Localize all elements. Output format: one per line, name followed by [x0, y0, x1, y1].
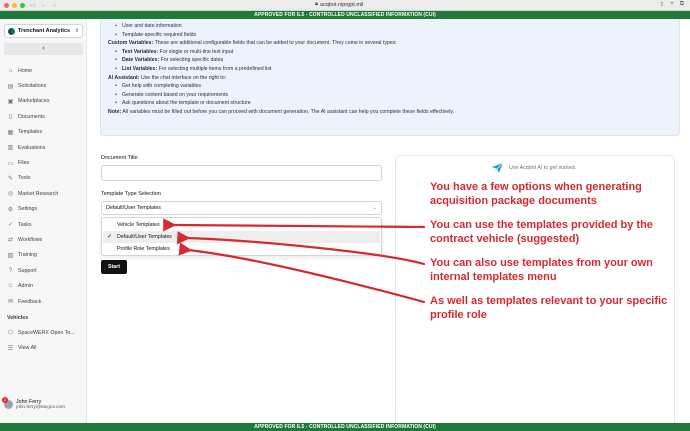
sidebar [0, 19, 87, 423]
template-icon: ▦ [7, 129, 14, 136]
sidebar-item-label: Solicitations [18, 83, 47, 90]
sidebar-item-label: Tasks [18, 221, 32, 228]
sidebar-item-label: Tools [18, 175, 31, 182]
info-bullet: • User and date information [108, 22, 672, 31]
template-type-dropdown [101, 217, 382, 256]
org-name: Trenchant Analytics [18, 28, 71, 34]
sidebar-toggle-icon[interactable]: ▭ [30, 2, 36, 9]
document-title-input[interactable] [101, 165, 382, 181]
annotation-vehicle-templates: You can use the templates provided by the contract vehicle (suggested) [430, 219, 653, 245]
sidebar-item-label: Files [18, 160, 30, 167]
sidebar-item-label: Marketplaces [18, 98, 50, 105]
url-text: acqbot.niprgpt.mil [319, 1, 364, 8]
sidebar-item-label: Workflows [18, 236, 43, 243]
info-bullet: • Template-specific required fields [108, 31, 672, 40]
sidebar-item-marketplaces[interactable] [0, 94, 87, 109]
tabs-overview-icon[interactable]: ⧉ [679, 1, 684, 7]
option-profile-role-templates[interactable]: Profile Role Templates [117, 246, 170, 252]
sidebar-item-label: Evaluations [18, 144, 46, 151]
user-profile[interactable] [4, 399, 65, 410]
minimize-window-button[interactable] [12, 3, 17, 8]
chevron-updown-icon: ⇕ [74, 28, 79, 34]
sidebar-item-label: Support [18, 267, 37, 274]
variable-type-item: • Date Variables: For selecting specific dates [108, 56, 672, 65]
vehicle-icon: ⬡ [7, 330, 14, 337]
user-name: John Ferry [16, 399, 42, 405]
sidebar-item-label: Market Research [18, 190, 59, 197]
start-button[interactable]: Start [101, 260, 127, 274]
help-icon: ? [8, 267, 13, 274]
option-vehicle-templates[interactable]: Vehicle Templates [117, 222, 160, 228]
feedback-icon: ✉ [7, 299, 14, 306]
sidebar-item-admin[interactable] [0, 278, 87, 293]
sidebar-item-label: Home [18, 67, 33, 74]
variable-type-item: • Text Variables: For single or multi-line text input [108, 48, 672, 57]
classification-banner-top: APPROVED FOR IL5 - CONTROLLED UNCLASSIFIED INFORMATION (CUI) [0, 11, 690, 19]
sidebar-item-label: Documents [18, 113, 45, 120]
template-type-value: Default/User Templates [106, 205, 161, 211]
collapse-sidebar-button[interactable]: ‹ [4, 43, 83, 55]
template-type-label: Template Type Selection [101, 191, 161, 197]
annotation-profile-templates: As well as templates relevant to your specific profile role [430, 295, 668, 321]
sidebar-item-documents[interactable] [0, 109, 87, 124]
sidebar-item-label: Settings [18, 206, 38, 213]
custom-variables-paragraph: Custom Variables: These are additional configurable fields that can be added to your document. They come in several types: [108, 40, 397, 47]
option-default-user-templates[interactable]: ✓ Default/User Templates [103, 231, 380, 243]
assistant-paragraph: AI Assistant: Use the chat interface on the right to: [108, 74, 227, 81]
browser-toolbar [0, 0, 690, 11]
instructions-panel [100, 19, 680, 136]
maximize-window-button[interactable] [20, 3, 25, 8]
sidebar-item-home[interactable] [0, 63, 87, 78]
sidebar-item-training[interactable] [0, 248, 87, 263]
check-icon: ✓ [107, 234, 113, 240]
sidebar-item-evaluations[interactable] [0, 140, 87, 155]
assistant-bullet: • Generate content based on your requirements [108, 91, 672, 100]
store-icon: ▣ [7, 98, 14, 105]
sidebar-item-label: SpaceWERX Open To... [18, 329, 75, 336]
window-controls [4, 3, 25, 8]
assistant-bullet: • Ask questions about the template or document structure [108, 99, 672, 108]
assistant-bullet: • Get help with completing variables [108, 82, 672, 91]
chevron-updown-icon: ⌄ [372, 205, 377, 211]
sidebar-item-templates[interactable] [0, 125, 87, 140]
annotation-options: You have a few options when generating acquisition package documents [430, 181, 642, 207]
sidebar-item-label: View All [18, 345, 37, 352]
sidebar-item-support[interactable] [0, 263, 87, 278]
workflow-icon: ⇄ [7, 237, 14, 244]
clipboard-icon: ▥ [7, 145, 14, 152]
user-email: john.ferry@tacgov.com [16, 405, 66, 410]
ai-empty-state [492, 163, 576, 173]
document-title-label: Document Title [101, 155, 138, 161]
ai-hint-text: Use Acqbot AI to get started. [509, 165, 577, 171]
sidebar-item-label: Feedback [18, 298, 42, 305]
check-icon: ✓ [7, 222, 14, 229]
wrench-icon: ✎ [7, 175, 14, 182]
vehicles-heading: Vehicles [7, 315, 29, 322]
gear-icon: ⚙ [7, 206, 14, 213]
back-arrow-icon[interactable]: ← [40, 2, 47, 8]
sidebar-item-files[interactable] [0, 155, 87, 170]
folder-icon: ▭ [7, 160, 14, 167]
close-window-button[interactable] [4, 3, 9, 8]
new-tab-icon[interactable]: + [670, 1, 674, 7]
avatar [3, 397, 13, 409]
view-all-vehicles-link[interactable] [0, 341, 87, 356]
org-logo-icon [8, 28, 15, 35]
sidebar-item-tools[interactable] [0, 171, 87, 186]
document-icon: ▤ [7, 83, 14, 90]
forward-arrow-icon[interactable]: → [51, 2, 58, 8]
sidebar-item-label: Training [18, 252, 37, 259]
book-icon: ▧ [7, 252, 14, 259]
sidebar-item-solicitations[interactable] [0, 78, 87, 93]
sidebar-item-market-research[interactable] [0, 186, 87, 201]
classification-banner-bottom: APPROVED FOR IL5 - CONTROLLED UNCLASSIFIED INFORMATION (CUI) [0, 423, 690, 431]
sidebar-item-label: Templates [18, 129, 43, 136]
vehicle-item[interactable] [0, 325, 87, 340]
file-icon: ▯ [8, 114, 13, 121]
sidebar-item-settings[interactable] [0, 202, 87, 217]
sidebar-item-feedback[interactable] [0, 294, 87, 309]
org-switcher[interactable] [4, 24, 83, 38]
share-icon[interactable]: ⇪ [659, 2, 665, 8]
sidebar-item-tasks[interactable] [0, 217, 87, 232]
list-icon: ☰ [7, 345, 14, 352]
sidebar-nav [0, 63, 87, 356]
home-icon: ⌂ [8, 67, 13, 74]
variable-type-item: • List Variables: For selecting multiple items from a predefined list [108, 65, 672, 74]
annotation-internal-templates: You can also use templates from your own internal templates menu [430, 257, 653, 283]
paper-plane-icon [492, 163, 503, 173]
user-icon: ☺ [7, 283, 14, 290]
notification-badge: 2 [3, 397, 7, 402]
globe-icon: ◎ [7, 191, 14, 198]
sidebar-item-label: Admin [18, 283, 34, 290]
lock-icon: 🔒︎ [315, 1, 318, 7]
sidebar-item-workflows[interactable] [0, 232, 87, 247]
template-type-select[interactable] [101, 201, 382, 215]
address-bar[interactable] [315, 1, 363, 8]
note-paragraph: Note: All variables must be filled out before you can proceed with document generation. The AI assistant can help you complete these fields effectively. [108, 108, 455, 115]
